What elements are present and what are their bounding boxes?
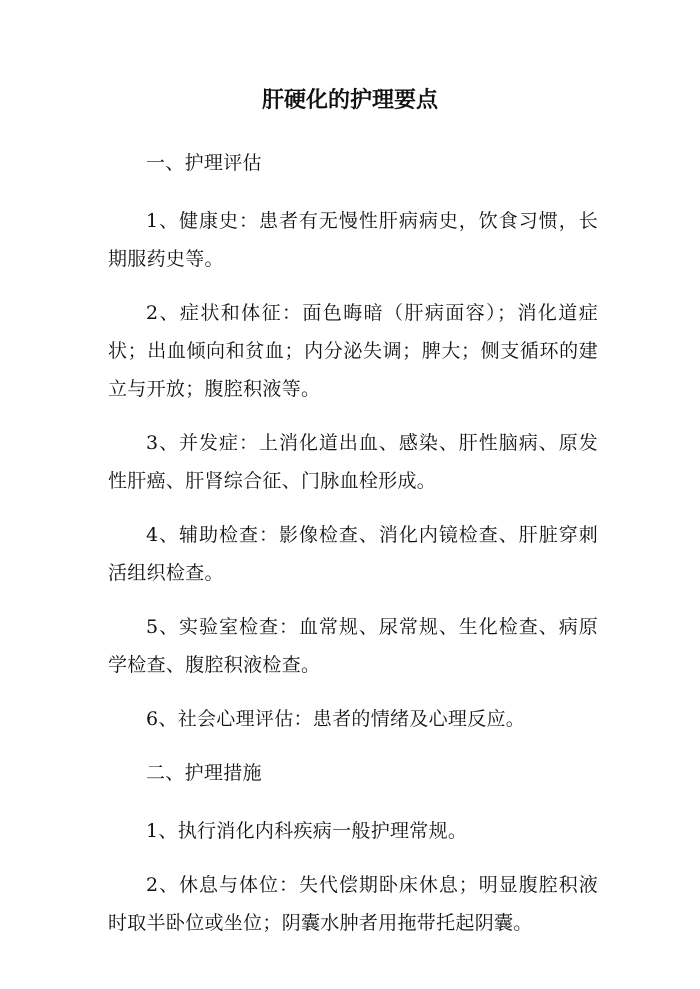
paragraph-rest-position: 2、休息与体位：失代偿期卧床休息；明显腹腔积液时取半卧位或坐位；阴囊水肿者用拖带托起阴囊。 [108,874,598,934]
paragraph-psychosocial: 6、社会心理评估：患者的情绪及心理反应。 [146,708,526,730]
section-heading-assessment: 一、护理评估 [146,152,262,174]
paragraph-complications: 3、并发症：上消化道出血、感染、肝性脑病、原发性肝癌、肝肾综合征、门脉血栓形成。 [108,432,598,492]
paragraph-auxiliary-exams: 4、辅助检查：影像检查、消化内镜检查、肝脏穿刺活组织检查。 [108,524,598,584]
paragraph-lab-tests: 5、实验室检查：血常规、尿常规、生化检查、病原学检查、腹腔积液检查。 [108,616,598,676]
paragraph-health-history: 1、健康史：患者有无慢性肝病病史，饮食习惯，长期服药史等。 [108,210,598,270]
document-title: 肝硬化的护理要点 [261,88,438,113]
section-heading-measures: 二、护理措施 [146,762,262,784]
paragraph-symptoms-signs: 2、症状和体征：面色晦暗（肝病面容）；消化道症状；出血倾向和贫血；内分泌失调；脾大；侧支循环的建立与开放；腹腔积液等。 [108,302,598,400]
paragraph-routine-care: 1、执行消化内科疾病一般护理常规。 [146,820,468,842]
document-body [108,144,598,958]
